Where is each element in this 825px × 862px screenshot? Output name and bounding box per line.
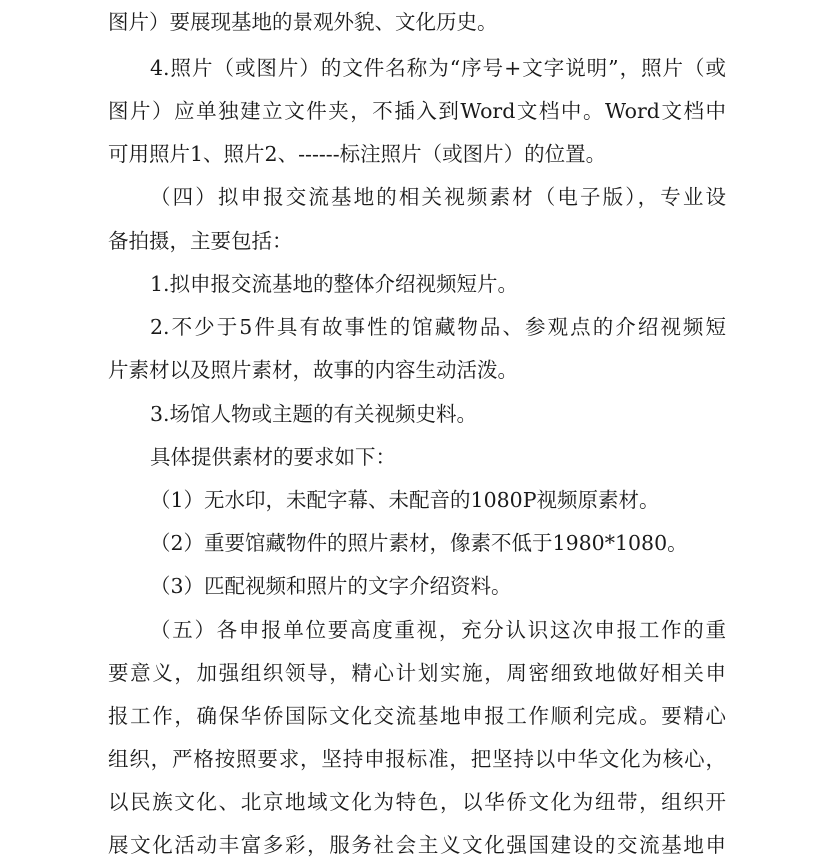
text-line-6: 备拍摄，主要包括： — [108, 229, 293, 253]
text-line-10: 3.场馆人物或主题的有关视频史料。 — [150, 402, 478, 426]
text-line-1: 图片）要展现基地的景观外貌、文化历史。 — [108, 10, 498, 34]
text-line-13: （2）重要馆藏物件的照片素材，像素不低于1980*1080。 — [150, 531, 688, 555]
text-line-9: 片素材以及照片素材，故事的内容生动活泼。 — [108, 358, 518, 382]
text-line-3: 图片）应单独建立文件夹，不插入到Word文档中。Word文档中 — [108, 99, 726, 123]
text-line-11: 具体提供素材的要求如下： — [150, 445, 396, 469]
text-line-16: 要意义，加强组织领导，精心计划实施，周密细致地做好相关申 — [108, 661, 726, 685]
text-line-2: 4.照片（或图片）的文件名称为“序号+文字说明”，照片（或 — [150, 56, 726, 80]
text-line-4: 可用照片1、照片2、------标注照片（或图片）的位置。 — [108, 142, 607, 166]
text-line-12: （1）无水印，未配字幕、未配音的1080P视频原素材。 — [150, 488, 660, 512]
text-line-14: （3）匹配视频和照片的文字介绍资料。 — [150, 574, 512, 598]
text-line-19: 以民族文化、北京地域文化为特色，以华侨文化为纽带，组织开 — [108, 790, 726, 814]
text-line-7: 1.拟申报交流基地的整体介绍视频短片。 — [150, 272, 519, 296]
text-line-20: 展文化活动丰富多彩，服务社会主义文化强国建设的交流基地申 — [108, 833, 726, 857]
text-line-8: 2.不少于5件具有故事性的馆藏物品、参观点的介绍视频短 — [150, 315, 726, 339]
text-line-17: 报工作，确保华侨国际文化交流基地申报工作顺利完成。要精心 — [108, 704, 726, 728]
text-line-15: （五）各申报单位要高度重视，充分认识这次申报工作的重 — [150, 618, 726, 642]
text-line-5: （四）拟申报交流基地的相关视频素材（电子版），专业设 — [150, 185, 726, 209]
text-line-18: 组织，严格按照要求，坚持申报标准，把坚持以中华文化为核心， — [108, 747, 726, 771]
